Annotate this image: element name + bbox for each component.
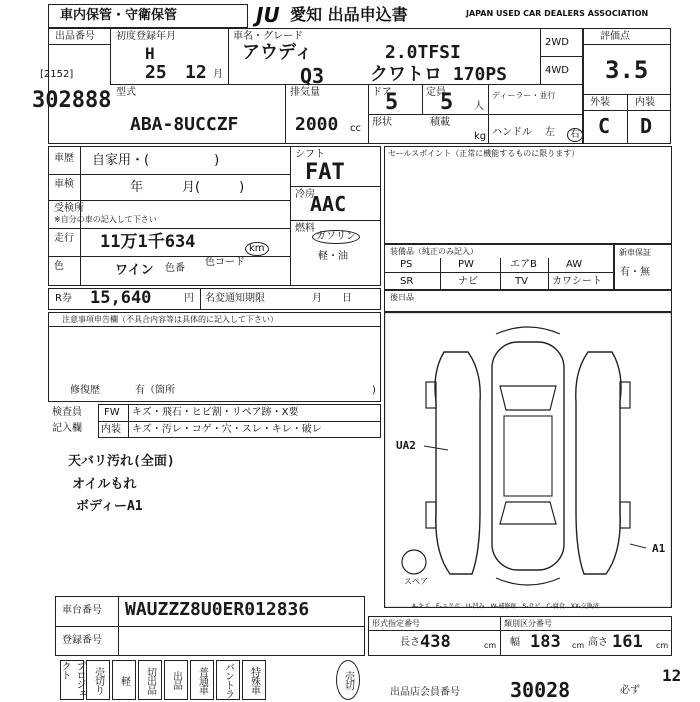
registration-month: 12 xyxy=(185,62,207,83)
capacity-label: 定員 xyxy=(426,87,446,98)
color-value: ワイン xyxy=(115,263,154,278)
fuel-diesel: 軽・油 xyxy=(318,251,348,262)
equip-navi: ナビ xyxy=(458,276,478,287)
door-label: ドア xyxy=(372,87,392,98)
registration-year: 25 xyxy=(145,62,167,83)
height-label: 高さ xyxy=(588,637,608,648)
interior-grade: D xyxy=(640,114,653,138)
displacement-unit: cc xyxy=(350,123,361,134)
equip-pw: PW xyxy=(458,259,474,270)
bottom-cell-vantruck: バントラ xyxy=(216,660,240,700)
association-name: JAPAN USED CAR DEALERS ASSOCIATION xyxy=(466,9,649,18)
handle-left: 左 xyxy=(545,127,555,138)
mileage-value: 11万1千634 xyxy=(100,232,196,252)
required-label: 必ず xyxy=(620,685,640,696)
bottom-cell-regular: 普通車 xyxy=(190,660,214,700)
shape-label: 形状 xyxy=(372,117,392,128)
notes-header: 注意事項申告欄（不具合内容等は具体的に記入して下さい） xyxy=(62,315,278,324)
score-label: 評価点 xyxy=(600,31,630,42)
equip-airbag: エアB xyxy=(510,259,537,270)
inspector-label: 検査員 xyxy=(52,407,82,418)
registration-month-unit: 月 xyxy=(213,69,223,80)
width-label: 幅 xyxy=(510,637,520,648)
sales-points-frame xyxy=(384,146,672,244)
damage-legend: A-キズ E-エクボ U-凹み W-補修跡 S-サビ C-腐食 XX-交換済 xyxy=(412,603,599,610)
bottom-cell-kei: 軽 xyxy=(112,660,136,700)
length-unit: cm xyxy=(484,641,497,650)
car-grade-top: 2.0TFSI xyxy=(385,42,461,63)
length-label: 長さ xyxy=(400,637,420,648)
name-change-label: 名変通知期限 xyxy=(205,293,265,304)
mileage-label: 走行 xyxy=(54,233,74,244)
height-value: 161 xyxy=(612,632,643,652)
name-change-date: 月 日 xyxy=(312,293,352,304)
damage-mark-left: UA2 xyxy=(396,439,416,452)
equip-ps: PS xyxy=(400,259,413,270)
lot-number: 302888 xyxy=(32,88,112,113)
recycle-value: 15,640 xyxy=(90,288,152,308)
recycle-label: R券 xyxy=(55,293,72,304)
width-unit: cm xyxy=(572,641,585,650)
capacity-unit: 人 xyxy=(474,101,484,112)
height-unit: cm xyxy=(656,641,669,650)
equip-aw: AW xyxy=(566,259,583,270)
chassis-label: 車台番号 xyxy=(62,605,102,616)
equip-tv: TV xyxy=(515,276,528,287)
lot-prefix: [2152] xyxy=(40,69,74,80)
repair-history-value: 有（箇所 xyxy=(135,385,175,396)
equip-seat: カワシート xyxy=(552,276,602,287)
ac-value: AAC xyxy=(310,192,347,216)
usage-category-label: 車歴 xyxy=(54,153,74,164)
logo-mark: JU xyxy=(256,3,280,27)
ac-label: 冷房 xyxy=(295,189,315,200)
color-label: 色 xyxy=(54,261,64,272)
displacement-label: 排気量 xyxy=(290,87,320,98)
inspector-entry-label: 記入欄 xyxy=(52,423,82,434)
bottom-cell-special: 特殊車 xyxy=(242,660,266,700)
car-grade-bottom: クワトロ 170PS xyxy=(370,64,508,85)
later-items-label: 後日品 xyxy=(390,293,414,302)
form-title: 愛知 出品申込書 xyxy=(290,5,408,24)
bottom-cell-cut: 切出品 xyxy=(138,660,162,700)
fuel-label: 燃料 xyxy=(295,223,315,234)
shift-value: FAT xyxy=(305,160,345,185)
car-model: Q3 xyxy=(300,64,325,88)
door-count: 5 xyxy=(385,90,399,115)
exhibitor-number-label: 出品店会員番号 xyxy=(390,687,460,698)
dealer-label: ディーラー・並行 xyxy=(492,91,556,100)
fuel-gasoline: ガソリン xyxy=(312,230,360,244)
color-code-label: 色コード xyxy=(205,257,245,268)
bottom-cell-sold: 売切 xyxy=(336,660,360,700)
equip-sr: SR xyxy=(400,276,414,287)
inspector-fw-label: FW xyxy=(104,407,120,418)
new-car-warranty-options: 有・無 xyxy=(620,267,650,278)
required-value: 12 xyxy=(662,666,682,685)
length-value: 438 xyxy=(420,632,451,652)
chassis-number: WAUZZZ8U0ER012836 xyxy=(125,599,310,620)
registration-era: H xyxy=(145,44,155,63)
color-number-label: 色番 xyxy=(165,263,185,274)
type-label: 型式 xyxy=(116,87,136,98)
inspector-fw-items: キズ・飛石・ヒビ割・リペア跡・X要 xyxy=(132,407,299,418)
displacement: 2000 xyxy=(295,114,339,135)
recycle-unit: 円 xyxy=(184,293,194,304)
bottom-cell-sellout: 売切り xyxy=(86,660,110,700)
sales-points-label: セールスポイント（正常に機能するものに限ります） xyxy=(388,149,580,158)
score-value: 3.5 xyxy=(605,56,649,84)
repair-history-close: ) xyxy=(372,385,376,396)
handle-right: 右 xyxy=(567,128,583,142)
inspector-int-items: キズ・汚レ・コゲ・穴・スレ・キレ・破レ xyxy=(132,424,322,435)
inspector-int-label: 内装 xyxy=(101,424,121,435)
width-value: 183 xyxy=(530,632,561,652)
spare-label: スペア xyxy=(404,577,428,586)
usage-category: 自家用・( ) xyxy=(92,153,220,168)
damage-mark-right: A1 xyxy=(652,542,666,555)
capacity: 5 xyxy=(440,90,454,115)
car-type: ABA-8UCCZF xyxy=(130,114,239,135)
car-diagram xyxy=(384,312,672,608)
car-name: アウディ xyxy=(242,42,313,63)
mileage-unit: km xyxy=(245,242,269,256)
exterior-grade: C xyxy=(598,114,611,138)
new-car-warranty-label: 新車保証 xyxy=(619,248,651,257)
inspection-value: 年 月( ) xyxy=(130,180,245,195)
interior-label: 内装 xyxy=(635,97,655,108)
registration-number-label: 登録番号 xyxy=(62,635,102,646)
exhibitor-number: 30028 xyxy=(510,678,571,702)
later-items-frame xyxy=(384,290,672,312)
lot-label: 出品番号 xyxy=(55,31,95,42)
handle-label: ハンドル xyxy=(492,127,532,138)
handwritten-note-2: オイルもれ xyxy=(72,477,137,492)
accepted-note: ※自分の車の記入して下さい xyxy=(54,215,157,224)
handwritten-note-3: ボディーA1 xyxy=(76,499,143,514)
shift-label: シフト xyxy=(295,149,325,160)
storage-note: 車内保管・守衛保管 xyxy=(60,8,178,23)
load-unit: kg xyxy=(474,131,487,142)
drive-4wd: 4WD xyxy=(545,65,569,76)
drive-2wd: 2WD xyxy=(545,37,569,48)
bottom-cell-listing: 出品 xyxy=(164,660,188,700)
equipment-label: 装備品（純正のみ記入） xyxy=(390,247,478,256)
handwritten-note-1: 天バリ汚れ(全面) xyxy=(68,454,175,469)
load-label: 積載 xyxy=(430,117,450,128)
class-number-label: 類別区分番号 xyxy=(504,619,552,628)
model-designation-label: 形式指定番号 xyxy=(372,619,420,628)
repair-history-label: 修復歴 xyxy=(70,385,100,396)
inspection-label: 車検 xyxy=(54,179,74,190)
accepted-label: 受検所 xyxy=(54,203,84,214)
exterior-label: 外装 xyxy=(590,97,610,108)
car-name-label: 車名・グレード xyxy=(233,31,303,42)
registration-label: 初度登録年月 xyxy=(116,31,176,42)
bottom-cell-project: プロジェクト xyxy=(60,660,84,700)
